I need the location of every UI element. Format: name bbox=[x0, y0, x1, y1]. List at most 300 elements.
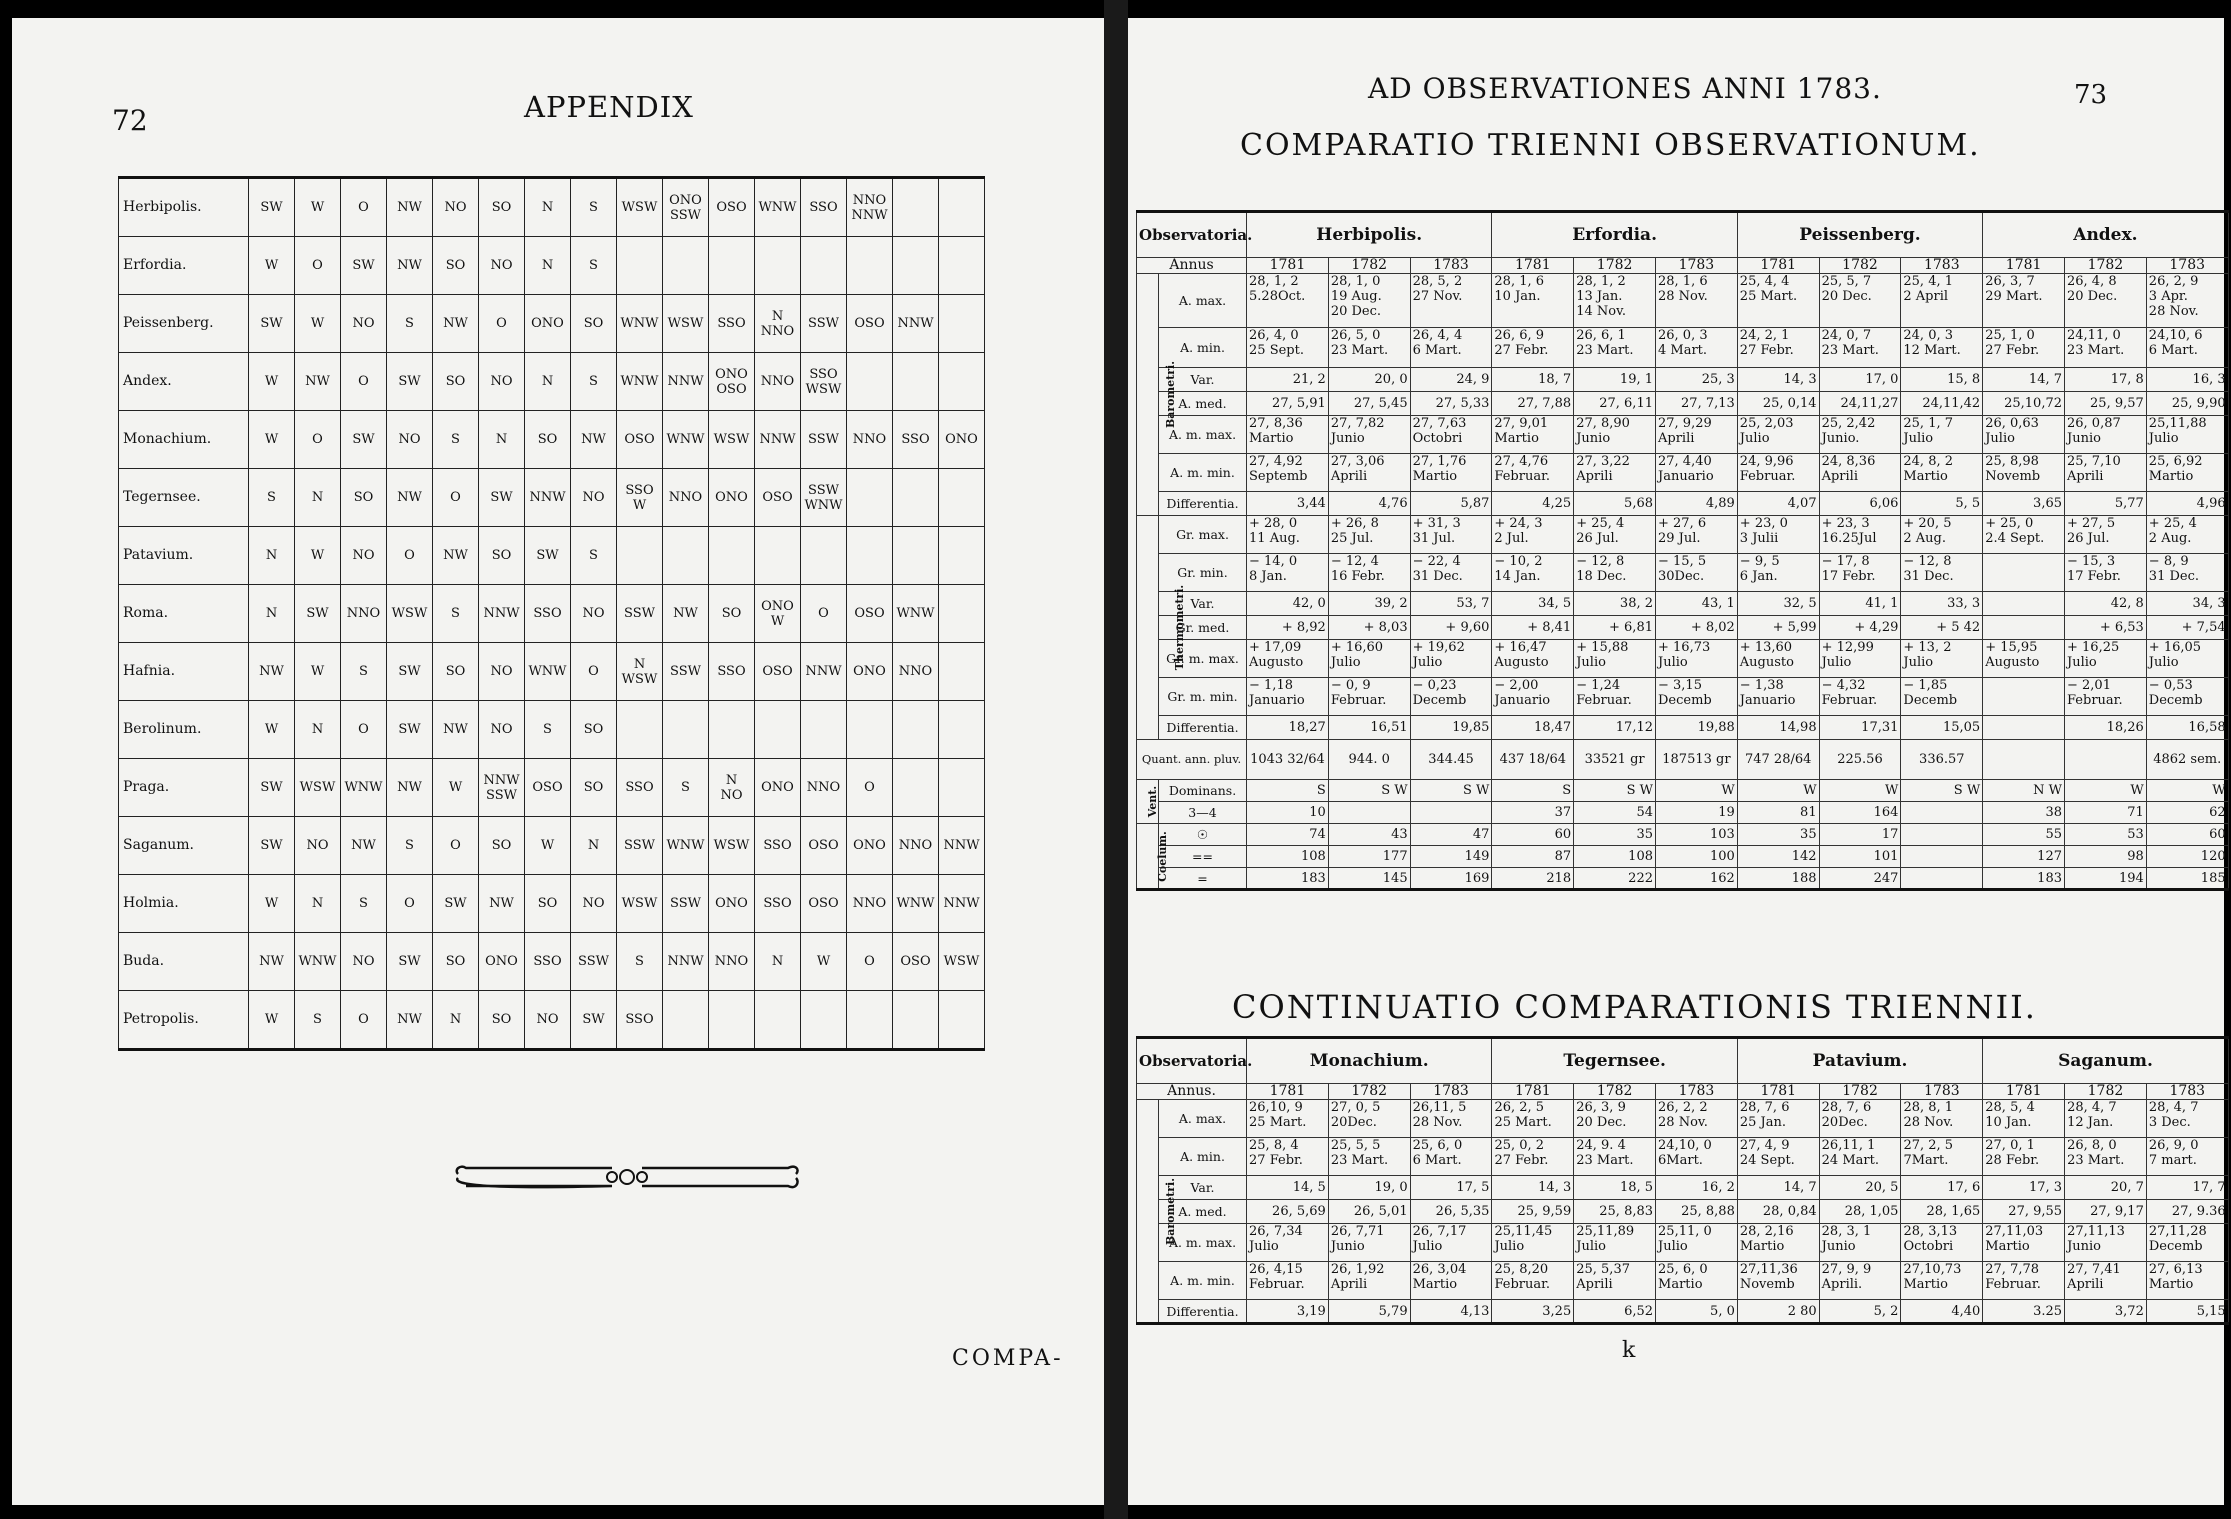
year-cell: 1781 bbox=[1983, 258, 2065, 274]
data-cell: 4862 sem. bbox=[2146, 740, 2228, 780]
data-cell: 98 bbox=[2065, 846, 2147, 868]
data-cell: 5,87 bbox=[1410, 492, 1492, 516]
data-cell: 142 bbox=[1737, 846, 1819, 868]
wind-cell: NW bbox=[479, 875, 525, 933]
data-cell: 27,10,73 Martio bbox=[1901, 1262, 1983, 1300]
wind-cell bbox=[801, 527, 847, 585]
data-cell: 25, 6, 0 Martio bbox=[1656, 1262, 1738, 1300]
data-cell: 27, 4, 9 24 Sept. bbox=[1737, 1138, 1819, 1176]
data-cell: 437 18/64 bbox=[1492, 740, 1574, 780]
wind-cell bbox=[847, 469, 893, 527]
wind-cell: NO bbox=[433, 178, 479, 237]
wind-cell bbox=[617, 237, 663, 295]
data-cell: + 8,92 bbox=[1247, 616, 1329, 640]
data-cell: W bbox=[1656, 780, 1738, 802]
data-cell: 3,65 bbox=[1983, 492, 2065, 516]
data-cell: 25,11,89 Julio bbox=[1574, 1224, 1656, 1262]
wind-cell: SW bbox=[387, 353, 433, 411]
data-cell: 24,10, 0 6Mart. bbox=[1656, 1138, 1738, 1176]
wind-cell: SW bbox=[249, 817, 295, 875]
wind-cell: NW bbox=[571, 411, 617, 469]
wind-cell: SO bbox=[525, 411, 571, 469]
wind-cell bbox=[939, 643, 985, 701]
data-cell: + 17,09 Augusto bbox=[1247, 640, 1329, 678]
data-cell: 28, 1, 6 10 Jan. bbox=[1492, 274, 1574, 328]
wind-cell bbox=[939, 527, 985, 585]
table-row bbox=[1137, 1262, 2229, 1300]
row-label: Gr. max. bbox=[1159, 516, 1247, 554]
wind-cell: SSW bbox=[617, 817, 663, 875]
data-cell: 108 bbox=[1247, 846, 1329, 868]
data-cell: + 5 42 bbox=[1901, 616, 1983, 640]
signature-mark: k bbox=[1622, 1338, 1636, 1363]
wind-cell: NNO bbox=[847, 875, 893, 933]
data-cell: 26, 5,01 bbox=[1328, 1200, 1410, 1224]
year-row bbox=[1137, 258, 2229, 274]
data-cell: − 10, 2 14 Jan. bbox=[1492, 554, 1574, 592]
wind-cell: NW bbox=[433, 295, 479, 353]
wind-cell bbox=[893, 237, 939, 295]
wind-cell: NO bbox=[479, 353, 525, 411]
wind-cell bbox=[709, 991, 755, 1050]
data-cell: 41, 1 bbox=[1819, 592, 1901, 616]
comparison-table-1 bbox=[1136, 210, 2229, 891]
year-cell: 1782 bbox=[1328, 1084, 1410, 1100]
wind-cell: SSO bbox=[617, 991, 663, 1050]
wind-cell: SW bbox=[479, 469, 525, 527]
data-cell: 27, 4,92 Septemb bbox=[1247, 454, 1329, 492]
data-cell bbox=[1983, 554, 2065, 592]
data-cell: 24, 8, 2 Martio bbox=[1901, 454, 1983, 492]
wind-cell: NO bbox=[295, 817, 341, 875]
data-cell: 25, 4, 1 2 April bbox=[1901, 274, 1983, 328]
data-cell: 14, 7 bbox=[1983, 368, 2065, 392]
year-row bbox=[1137, 1084, 2229, 1100]
wind-cell: SSW bbox=[801, 295, 847, 353]
data-cell: 27, 5,45 bbox=[1328, 392, 1410, 416]
wind-cell: S bbox=[387, 295, 433, 353]
data-cell: 100 bbox=[1656, 846, 1738, 868]
data-cell: 4,96 bbox=[2146, 492, 2228, 516]
table-row bbox=[1137, 1176, 2229, 1200]
data-cell bbox=[1983, 592, 2065, 616]
data-cell: S W bbox=[1574, 780, 1656, 802]
wind-cell: O bbox=[433, 469, 479, 527]
data-cell: 183 bbox=[1983, 868, 2065, 890]
wind-cell: O bbox=[387, 875, 433, 933]
wind-cell bbox=[709, 527, 755, 585]
wind-cell: N bbox=[295, 875, 341, 933]
wind-cell: NW bbox=[387, 991, 433, 1050]
data-cell: 27, 4,76 Februar. bbox=[1492, 454, 1574, 492]
wind-cell: O bbox=[571, 643, 617, 701]
station-name: Monachium. bbox=[119, 411, 249, 469]
header-row bbox=[1137, 1038, 2229, 1084]
data-cell: + 31, 3 31 Jul. bbox=[1410, 516, 1492, 554]
data-cell: 25, 8, 4 27 Febr. bbox=[1247, 1138, 1329, 1176]
wind-cell: SW bbox=[387, 933, 433, 991]
wind-cell: NW bbox=[387, 759, 433, 817]
row-label: A. min. bbox=[1159, 1138, 1247, 1176]
data-cell: 28, 1,05 bbox=[1819, 1200, 1901, 1224]
data-cell: − 0, 9 Februar. bbox=[1328, 678, 1410, 716]
wind-cell: S bbox=[387, 817, 433, 875]
data-cell: 25, 8,88 bbox=[1656, 1200, 1738, 1224]
wind-cell: O bbox=[341, 701, 387, 759]
table-row bbox=[1137, 802, 2229, 824]
data-cell: 17, 0 bbox=[1819, 368, 1901, 392]
data-cell: 43, 1 bbox=[1656, 592, 1738, 616]
data-cell: 35 bbox=[1574, 824, 1656, 846]
data-cell: 17, 8 bbox=[2065, 368, 2147, 392]
data-cell: 26,11, 5 28 Nov. bbox=[1410, 1100, 1492, 1138]
table-row bbox=[1137, 592, 2229, 616]
wind-cell: SW bbox=[387, 701, 433, 759]
year-cell: 1783 bbox=[1410, 1084, 1492, 1100]
data-cell bbox=[1983, 740, 2065, 780]
group-label bbox=[1137, 824, 1169, 890]
wind-cell: W bbox=[249, 875, 295, 933]
wind-cell: W bbox=[249, 991, 295, 1050]
row-label: A. m. min. bbox=[1159, 454, 1247, 492]
wind-cell: WNW bbox=[295, 933, 341, 991]
data-cell: 24, 9 bbox=[1410, 368, 1492, 392]
data-cell: 25, 5, 5 23 Mart. bbox=[1328, 1138, 1410, 1176]
year-cell: 1783 bbox=[1901, 1084, 1983, 1100]
data-cell: 26, 3, 7 29 Mart. bbox=[1983, 274, 2065, 328]
wind-cell: O bbox=[295, 411, 341, 469]
wind-cell: SSO bbox=[755, 875, 801, 933]
data-cell: 26, 1,92 Aprili bbox=[1328, 1262, 1410, 1300]
data-cell: 26, 7,17 Julio bbox=[1410, 1224, 1492, 1262]
year-cell: 1783 bbox=[2146, 1084, 2228, 1100]
data-cell: 18,47 bbox=[1492, 716, 1574, 740]
data-cell: 27, 9,55 bbox=[1983, 1200, 2065, 1224]
wind-cell bbox=[893, 353, 939, 411]
wind-cell: NW bbox=[387, 178, 433, 237]
row-label: A. max. bbox=[1159, 1100, 1247, 1138]
row-label: Gr. med. bbox=[1159, 616, 1247, 640]
data-cell: S W bbox=[1328, 780, 1410, 802]
data-cell: 19,85 bbox=[1410, 716, 1492, 740]
data-cell: 27, 0, 5 20Dec. bbox=[1328, 1100, 1410, 1138]
table-row bbox=[1137, 780, 2229, 802]
table-row bbox=[119, 817, 985, 875]
data-cell bbox=[1983, 716, 2065, 740]
wind-cell: SW bbox=[341, 411, 387, 469]
data-cell: 33521 gr bbox=[1574, 740, 1656, 780]
wind-cell: NNW bbox=[663, 933, 709, 991]
data-cell: 5, 2 bbox=[1819, 1300, 1901, 1324]
row-label: 3—4 bbox=[1159, 802, 1247, 824]
data-cell: 26, 0, 3 4 Mart. bbox=[1656, 328, 1738, 368]
row-label: Dominans. bbox=[1159, 780, 1247, 802]
data-cell: 24, 8,36 Aprili bbox=[1819, 454, 1901, 492]
group-label-text: Vent. bbox=[1146, 785, 1160, 818]
station-name: Buda. bbox=[119, 933, 249, 991]
data-cell: + 27, 6 29 Jul. bbox=[1656, 516, 1738, 554]
data-cell: + 13, 2 Julio bbox=[1901, 640, 1983, 678]
wind-cell bbox=[939, 295, 985, 353]
station-name: Tegernsee. bbox=[119, 469, 249, 527]
data-cell: − 2,01 Februar. bbox=[2065, 678, 2147, 716]
data-cell: 6,52 bbox=[1574, 1300, 1656, 1324]
data-cell: 24,11,42 bbox=[1901, 392, 1983, 416]
wind-cell: NW bbox=[295, 353, 341, 411]
data-cell: 26,11, 1 24 Mart. bbox=[1819, 1138, 1901, 1176]
data-cell: 14,98 bbox=[1737, 716, 1819, 740]
table2-title: CONTINUATIO COMPARATIONIS TRIENNII. bbox=[1232, 988, 2037, 1026]
wind-cell: WNW bbox=[755, 178, 801, 237]
data-cell: 944. 0 bbox=[1328, 740, 1410, 780]
wind-cell: WNW bbox=[663, 817, 709, 875]
data-cell: 24, 0, 3 12 Mart. bbox=[1901, 328, 1983, 368]
data-cell: 177 bbox=[1328, 846, 1410, 868]
data-cell: 25, 5,37 Aprili bbox=[1574, 1262, 1656, 1300]
wind-cell bbox=[893, 701, 939, 759]
data-cell: 28, 2,16 Martio bbox=[1737, 1224, 1819, 1262]
data-cell: 18, 7 bbox=[1492, 368, 1574, 392]
wind-cell: O bbox=[341, 353, 387, 411]
station-name: Erfordia. bbox=[119, 237, 249, 295]
data-cell: + 23, 3 16.25Jul bbox=[1819, 516, 1901, 554]
wind-cell: NNW bbox=[939, 817, 985, 875]
wind-cell: NNW bbox=[479, 585, 525, 643]
wind-cell: SW bbox=[525, 527, 571, 585]
data-cell: + 19,62 Julio bbox=[1410, 640, 1492, 678]
data-cell: 43 bbox=[1328, 824, 1410, 846]
data-cell: 747 28/64 bbox=[1737, 740, 1819, 780]
data-cell: 24, 0, 7 23 Mart. bbox=[1819, 328, 1901, 368]
data-cell: 169 bbox=[1410, 868, 1492, 890]
data-cell: − 1,38 Januario bbox=[1737, 678, 1819, 716]
wind-cell: ONO W bbox=[755, 585, 801, 643]
wind-cell: NNW bbox=[893, 295, 939, 353]
table-row bbox=[1137, 846, 2229, 868]
wind-cell: O bbox=[433, 817, 479, 875]
data-cell: 24,11,27 bbox=[1819, 392, 1901, 416]
data-cell: + 16,25 Julio bbox=[2065, 640, 2147, 678]
wind-cell: NNO bbox=[663, 469, 709, 527]
wind-cell: N bbox=[479, 411, 525, 469]
wind-cell: WNW bbox=[893, 875, 939, 933]
data-cell: 25, 3 bbox=[1656, 368, 1738, 392]
wind-cell bbox=[893, 527, 939, 585]
wind-cell: NO bbox=[479, 237, 525, 295]
data-cell: − 12, 8 31 Dec. bbox=[1901, 554, 1983, 592]
wind-cell: SO bbox=[479, 527, 525, 585]
data-cell: 28, 3,13 Octobri bbox=[1901, 1224, 1983, 1262]
table-row bbox=[1137, 368, 2229, 392]
data-cell: 27, 1,76 Martio bbox=[1410, 454, 1492, 492]
data-cell: 26, 6, 9 27 Febr. bbox=[1492, 328, 1574, 368]
wind-cell bbox=[755, 527, 801, 585]
data-cell: W bbox=[2146, 780, 2228, 802]
wind-cell: W bbox=[249, 411, 295, 469]
data-cell: 25, 9,59 bbox=[1492, 1200, 1574, 1224]
header-row bbox=[1137, 212, 2229, 258]
data-cell: + 15,88 Julio bbox=[1574, 640, 1656, 678]
wind-cell: SO bbox=[479, 817, 525, 875]
wind-cell bbox=[893, 178, 939, 237]
data-cell: 17 bbox=[1819, 824, 1901, 846]
wind-cell bbox=[755, 991, 801, 1050]
year-cell: 1783 bbox=[1410, 258, 1492, 274]
wind-cell: O bbox=[479, 295, 525, 353]
data-cell: 27,11,28 Decemb bbox=[2146, 1224, 2228, 1262]
data-cell: 27, 5,91 bbox=[1247, 392, 1329, 416]
table-row bbox=[1137, 868, 2229, 890]
data-cell: 25, 8,20 Februar. bbox=[1492, 1262, 1574, 1300]
wind-cell: NNO bbox=[847, 411, 893, 469]
data-cell: − 14, 0 8 Jan. bbox=[1247, 554, 1329, 592]
year-cell: 1782 bbox=[1819, 1084, 1901, 1100]
station-name: Andex. bbox=[119, 353, 249, 411]
table-row bbox=[119, 701, 985, 759]
data-cell: 25,11, 0 Julio bbox=[1656, 1224, 1738, 1262]
table1-title: COMPARATIO TRIENNI OBSERVATIONUM. bbox=[1240, 128, 1981, 163]
data-cell: 38 bbox=[1983, 802, 2065, 824]
wind-cell: OSO bbox=[617, 411, 663, 469]
data-cell: 17, 5 bbox=[1410, 1176, 1492, 1200]
data-cell: 33, 3 bbox=[1901, 592, 1983, 616]
wind-cell: W bbox=[295, 295, 341, 353]
data-cell: 28, 1, 6 28 Nov. bbox=[1656, 274, 1738, 328]
wind-cell: WNW bbox=[893, 585, 939, 643]
data-cell: 4,89 bbox=[1656, 492, 1738, 516]
wind-cell: W bbox=[525, 817, 571, 875]
data-cell: 188 bbox=[1737, 868, 1819, 890]
table-row bbox=[1137, 640, 2229, 678]
year-cell: 1783 bbox=[1656, 258, 1738, 274]
data-cell: + 20, 5 2 Aug. bbox=[1901, 516, 1983, 554]
data-cell: 3,72 bbox=[2065, 1300, 2147, 1324]
year-cell: 1781 bbox=[1983, 1084, 2065, 1100]
data-cell: 24,11, 0 23 Mart. bbox=[2065, 328, 2147, 368]
wind-cell: SSW bbox=[801, 411, 847, 469]
table-row bbox=[1137, 492, 2229, 516]
data-cell: 26, 2, 5 25 Mart. bbox=[1492, 1100, 1574, 1138]
wind-cell: OSO bbox=[755, 643, 801, 701]
station-header: Herbipolis. bbox=[1247, 212, 1492, 258]
wind-cell bbox=[939, 353, 985, 411]
wind-cell: SSO bbox=[755, 817, 801, 875]
wind-cell: W bbox=[433, 759, 479, 817]
wind-cell: SSW bbox=[663, 643, 709, 701]
station-name: Peissenberg. bbox=[119, 295, 249, 353]
wind-cell bbox=[663, 527, 709, 585]
wind-cell: SSO bbox=[617, 759, 663, 817]
data-cell: 62 bbox=[2146, 802, 2228, 824]
wind-cell bbox=[893, 469, 939, 527]
data-cell: + 7,54 bbox=[2146, 616, 2228, 640]
group-label bbox=[1137, 516, 1187, 740]
data-cell: 26, 4, 8 20 Dec. bbox=[2065, 274, 2147, 328]
wind-cell: NNO bbox=[709, 933, 755, 991]
data-cell: + 16,47 Augusto bbox=[1492, 640, 1574, 678]
data-cell: 4,07 bbox=[1737, 492, 1819, 516]
data-cell: 27, 8,36 Martio bbox=[1247, 416, 1329, 454]
row-label: == bbox=[1159, 846, 1247, 868]
table-row bbox=[1137, 516, 2229, 554]
table-row bbox=[1137, 1300, 2229, 1324]
wind-cell: SW bbox=[571, 991, 617, 1050]
wind-cell: S bbox=[571, 178, 617, 237]
wind-cell: SO bbox=[433, 643, 479, 701]
wind-cell: NW bbox=[249, 643, 295, 701]
right-page bbox=[1128, 18, 2224, 1505]
wind-cell: NNO bbox=[801, 759, 847, 817]
table-row bbox=[1137, 1138, 2229, 1176]
wind-cell: W bbox=[249, 353, 295, 411]
station-name: Saganum. bbox=[119, 817, 249, 875]
data-cell: 17, 7 bbox=[2146, 1176, 2228, 1200]
data-cell: 27, 7,88 bbox=[1492, 392, 1574, 416]
wind-cell: OSO bbox=[755, 469, 801, 527]
wind-cell: WSW bbox=[295, 759, 341, 817]
wind-cell: WSW bbox=[663, 295, 709, 353]
wind-cell bbox=[847, 527, 893, 585]
wind-cell: SO bbox=[433, 237, 479, 295]
data-cell bbox=[1328, 802, 1410, 824]
year-cell: 1782 bbox=[1574, 1084, 1656, 1100]
wind-cell bbox=[755, 237, 801, 295]
wind-cell: SO bbox=[525, 875, 571, 933]
wind-cell: W bbox=[249, 237, 295, 295]
data-cell: 145 bbox=[1328, 868, 1410, 890]
wind-cell: O bbox=[847, 759, 893, 817]
data-cell: 24,10, 6 6 Mart. bbox=[2146, 328, 2228, 368]
data-cell: 101 bbox=[1819, 846, 1901, 868]
data-cell: 25, 9,90 bbox=[2146, 392, 2228, 416]
wind-cell bbox=[663, 701, 709, 759]
data-cell: − 0,23 Decemb bbox=[1410, 678, 1492, 716]
data-cell: 3,19 bbox=[1247, 1300, 1329, 1324]
data-cell: 28, 3, 1 Junio bbox=[1819, 1224, 1901, 1262]
wind-cell: NNO bbox=[893, 643, 939, 701]
data-cell: 24, 9. 4 23 Mart. bbox=[1574, 1138, 1656, 1176]
data-cell: 27, 9,17 bbox=[2065, 1200, 2147, 1224]
data-cell: 28, 7, 6 25 Jan. bbox=[1737, 1100, 1819, 1138]
data-cell: 53, 7 bbox=[1410, 592, 1492, 616]
data-cell: 336.57 bbox=[1901, 740, 1983, 780]
data-cell: 25, 4, 4 25 Mart. bbox=[1737, 274, 1819, 328]
wind-cell: N NNO bbox=[755, 295, 801, 353]
data-cell: 71 bbox=[2065, 802, 2147, 824]
data-cell: 25, 6, 0 6 Mart. bbox=[1410, 1138, 1492, 1176]
data-cell: + 25, 0 2.4 Sept. bbox=[1983, 516, 2065, 554]
data-cell: − 0,53 Decemb bbox=[2146, 678, 2228, 716]
wind-cell: NNO bbox=[893, 817, 939, 875]
wind-cell: SSO W bbox=[617, 469, 663, 527]
data-cell: 26, 0,63 Julio bbox=[1983, 416, 2065, 454]
data-cell: − 9, 5 6 Jan. bbox=[1737, 554, 1819, 592]
data-cell: + 13,60 Augusto bbox=[1737, 640, 1819, 678]
wind-cell bbox=[939, 237, 985, 295]
wind-cell: S bbox=[341, 643, 387, 701]
row-label: Var. bbox=[1159, 368, 1247, 392]
wind-cell: W bbox=[249, 701, 295, 759]
data-cell: 27,11,36 Novemb bbox=[1737, 1262, 1819, 1300]
wind-cell: WSW bbox=[939, 933, 985, 991]
data-cell: − 12, 4 16 Febr. bbox=[1328, 554, 1410, 592]
data-cell: + 24, 3 2 Jul. bbox=[1492, 516, 1574, 554]
data-cell: 35 bbox=[1737, 824, 1819, 846]
station-name: Patavium. bbox=[119, 527, 249, 585]
wind-cell: SW bbox=[249, 759, 295, 817]
data-cell: 5, 5 bbox=[1901, 492, 1983, 516]
table-row bbox=[1137, 416, 2229, 454]
